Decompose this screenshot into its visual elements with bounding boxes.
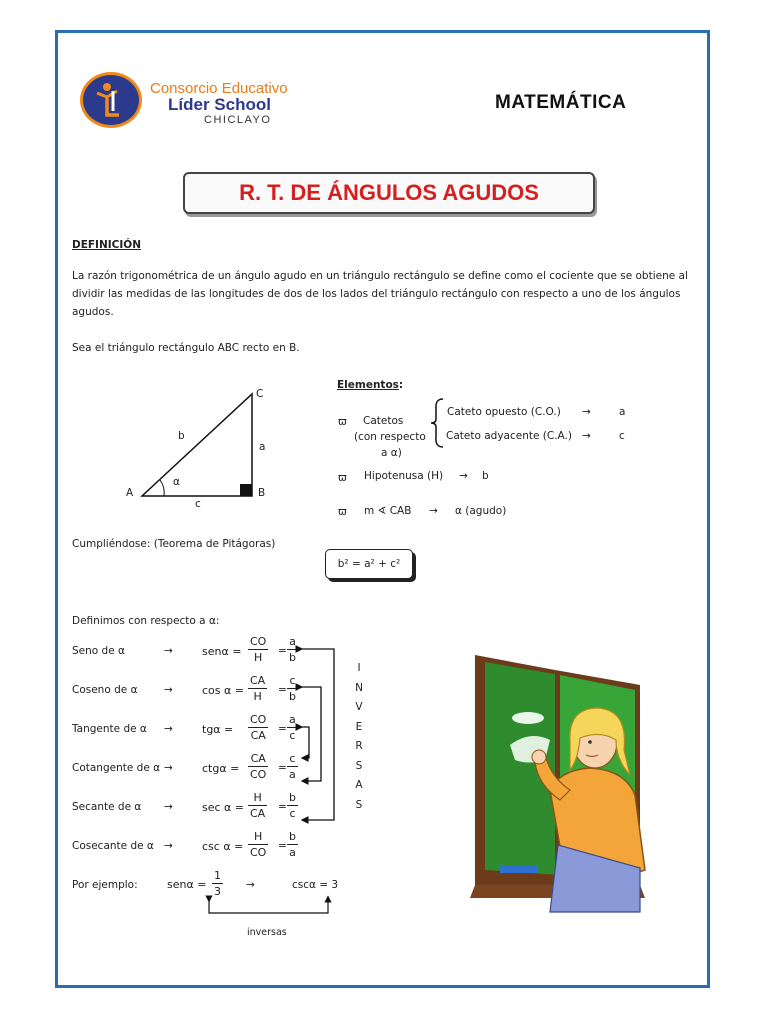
cateto-adyacente-value: c xyxy=(619,430,625,442)
ratio-den-2: c xyxy=(289,807,296,820)
ratio-name: Tangente de α xyxy=(72,723,147,735)
page-title-box xyxy=(183,172,595,214)
ratio-equals: = xyxy=(278,840,287,852)
ratio-num-1: CO xyxy=(250,635,267,648)
ratio-name: Secante de α xyxy=(72,801,142,813)
example-label: Por ejemplo: xyxy=(72,879,138,891)
inversas-letter: N xyxy=(355,681,363,694)
vertex-b: B xyxy=(258,487,266,499)
example-den: 3 xyxy=(214,885,221,898)
example-arrow: → xyxy=(246,879,255,891)
ratio-fraction-1 xyxy=(248,790,267,821)
bullet-icon: ϖ xyxy=(338,416,347,428)
ratio-equals: = xyxy=(278,762,287,774)
ratio-num-2: a xyxy=(289,713,296,726)
ratio-arrow: → xyxy=(164,840,173,852)
cateto-opuesto: Cateto opuesto (C.O.) xyxy=(447,406,561,418)
ratio-num-2: b xyxy=(289,830,296,843)
logo-line3: CHICLAYO xyxy=(204,114,272,126)
con-respecto-label: (con respecto xyxy=(354,431,426,443)
ratio-den-1: CO xyxy=(250,768,267,781)
page-title: R. T. DE ÁNGULOS AGUDOS xyxy=(239,180,539,205)
ratio-num-2: c xyxy=(287,673,298,689)
bullet-icon: ϖ xyxy=(338,472,347,484)
angle-value: α (agudo) xyxy=(455,505,507,517)
definition-heading: DEFINICIÓN xyxy=(72,239,141,251)
ratio-num-2: a xyxy=(287,634,298,650)
inverse-connectors xyxy=(290,640,340,830)
cateto-opuesto-value: a xyxy=(619,406,626,418)
bullet-icon: ϖ xyxy=(338,506,347,518)
pitagoras-formula-box xyxy=(325,549,413,579)
ratio-den-2: b xyxy=(289,690,296,703)
inversas-letter: A xyxy=(355,779,363,791)
inversas-letter: S xyxy=(355,798,363,811)
ratio-fraction-1 xyxy=(248,634,268,665)
arrow-angle: → xyxy=(429,505,438,517)
logo-line2: Líder School xyxy=(168,95,271,114)
inversas-letter: R xyxy=(355,740,363,752)
ratio-den-2: a xyxy=(289,846,296,859)
ratio-den-2: a xyxy=(289,768,296,781)
ratio-fraction-1 xyxy=(248,712,268,743)
triangle-statement: Sea el triángulo rectángulo ABC recto en B. xyxy=(72,342,300,354)
ratio-equals: = xyxy=(278,723,287,735)
elementos-colon: : xyxy=(398,379,404,391)
pitagoras-formula: b² = a² + c² xyxy=(337,558,401,570)
ratio-function: ctgα = xyxy=(202,762,240,775)
teacher-chalkboard-illustration xyxy=(440,650,680,915)
inversas-vertical xyxy=(353,659,365,815)
a-alpha-label: a α) xyxy=(381,447,402,459)
angle-label: m ∢ CAB xyxy=(364,505,412,517)
example-caption: inversas xyxy=(247,927,287,938)
ratio-equals: = xyxy=(278,645,287,657)
ratio-num-2: b xyxy=(289,791,296,804)
hipotenusa-label: Hipotenusa (H) xyxy=(364,470,444,482)
subject-title: MATEMÁTICA xyxy=(495,92,627,113)
example-result: cscα = 3 xyxy=(292,879,339,891)
ratio-arrow: → xyxy=(164,684,173,696)
ratio-num-1: CA xyxy=(250,674,266,687)
ratio-fraction-1 xyxy=(248,673,267,704)
inversas-letter: S xyxy=(355,759,363,772)
ratio-den-2: b xyxy=(289,651,296,664)
angle-alpha: α xyxy=(173,476,180,488)
ratio-num-1: CA xyxy=(248,751,268,767)
side-c: c xyxy=(195,498,201,510)
ratio-name: Cosecante de α xyxy=(72,840,154,852)
arrow-co: → xyxy=(582,406,591,418)
triangle-diagram xyxy=(120,385,280,515)
example-inverse-bracket xyxy=(200,895,340,917)
vertex-a: A xyxy=(126,487,134,499)
ratio-function: tgα = xyxy=(202,723,234,736)
ratio-equals: = xyxy=(278,801,287,813)
definition-paragraph: La razón trigonométrica de un ángulo agudo en un triángulo rectángulo se define como el cociente que se obtiene al dividir las medidas de las longitudes de dos de los lados del triángulo rectángulo con respecto a uno de los ángulos agudos. xyxy=(72,270,688,318)
ratio-fraction-2 xyxy=(287,829,298,860)
brace-icon xyxy=(429,397,445,449)
catetos-label: Catetos xyxy=(363,415,404,427)
ratios-intro: Definimos con respecto a α: xyxy=(72,615,220,627)
ratio-den-1: H xyxy=(254,651,263,664)
side-b: b xyxy=(178,430,185,442)
arrow-ca: → xyxy=(582,430,591,442)
example-num: 1 xyxy=(214,869,221,882)
elementos-heading xyxy=(337,379,403,391)
ratio-function: senα = xyxy=(202,645,242,658)
ratio-arrow: → xyxy=(164,762,173,774)
ratio-arrow: → xyxy=(164,723,173,735)
inversas-letter: V xyxy=(355,701,363,713)
inversas-letter: E xyxy=(355,720,363,733)
ratio-function: csc α = xyxy=(202,840,244,853)
ratio-arrow: → xyxy=(164,645,173,657)
ratio-den-1: CA xyxy=(250,807,266,820)
inversas-letter: I xyxy=(357,662,361,674)
ratio-num-1: H xyxy=(248,790,267,806)
vertex-c: C xyxy=(256,388,264,400)
ratio-arrow: → xyxy=(164,801,173,813)
ratio-equals: = xyxy=(278,684,287,696)
logo-line1: Consorcio Educativo xyxy=(150,80,288,97)
ratio-den-2: c xyxy=(289,729,296,742)
ratio-den-1: CA xyxy=(250,729,266,742)
ratio-name: Coseno de α xyxy=(72,684,138,696)
ratio-den-1: H xyxy=(253,690,262,703)
ratio-fraction-1 xyxy=(248,751,268,782)
hipotenusa-value: b xyxy=(482,470,489,482)
elementos-heading-text: Elementos xyxy=(337,379,399,391)
side-a: a xyxy=(259,441,266,453)
ratio-function: sec α = xyxy=(202,801,245,814)
ratio-num-1: CO xyxy=(250,713,267,726)
example-fn: senα = xyxy=(167,878,207,891)
ratio-name: Seno de α xyxy=(72,645,125,657)
ratio-fraction-1 xyxy=(248,829,268,860)
pitagoras-label: Cumpliéndose: (Teorema de Pitágoras) xyxy=(72,538,276,550)
ratio-name: Cotangente de α xyxy=(72,762,161,774)
school-logo-icon xyxy=(80,72,142,128)
ratio-function: cos α = xyxy=(202,684,244,697)
arrow-hip: → xyxy=(459,470,468,482)
ratio-den-1: CO xyxy=(250,846,267,859)
ratio-num-2: c xyxy=(287,751,298,767)
ratio-num-1: H xyxy=(248,829,268,845)
cateto-adyacente: Cateto adyacente (C.A.) xyxy=(446,430,572,442)
